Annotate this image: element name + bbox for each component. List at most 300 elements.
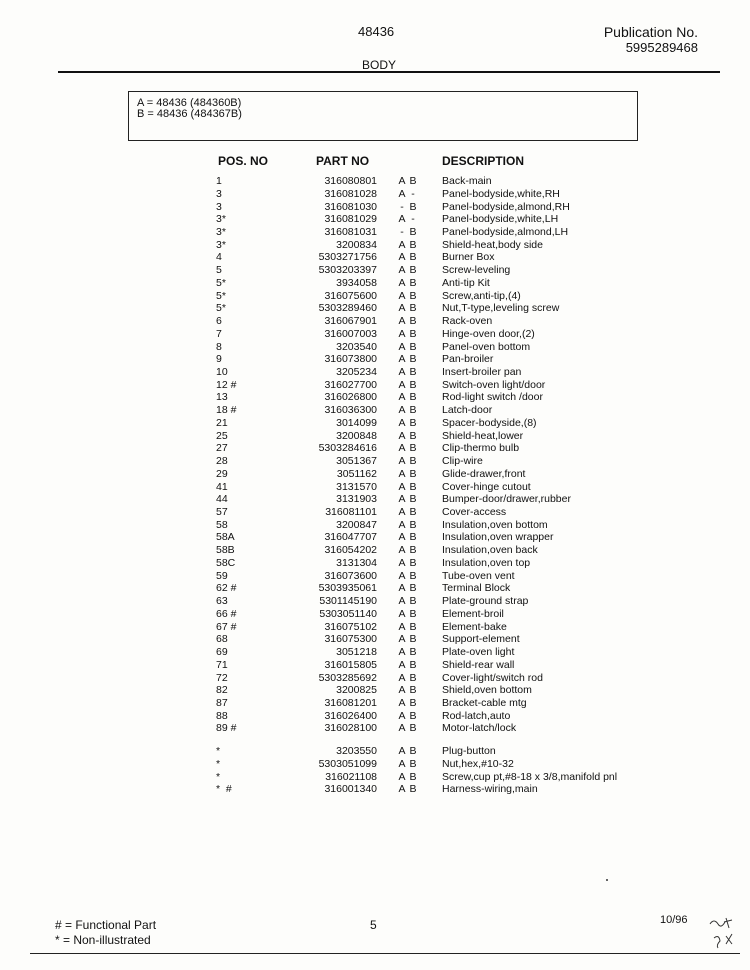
- row-description: Anti-tip Kit: [442, 276, 490, 289]
- row-part-number: 316015805: [324, 658, 377, 671]
- row-variant-b: B: [409, 745, 417, 758]
- row-description: Element-bake: [442, 620, 507, 633]
- row-pos-number: 13: [216, 391, 228, 404]
- row-variant-a: A: [398, 506, 406, 518]
- row-part-number: 3051162: [336, 467, 377, 480]
- row-part-number: 3200847: [336, 518, 377, 531]
- row-part-number: 3203550: [336, 745, 377, 758]
- row-variant-a: A: [398, 302, 406, 315]
- row-variant-b: -: [411, 213, 415, 226]
- row-part-number: 316047707: [324, 531, 377, 544]
- row-variant-a: A: [398, 745, 406, 758]
- row-part-number: 5303935061: [318, 582, 377, 595]
- row-variant-a: A: [398, 276, 406, 289]
- row-variant-b: B: [409, 633, 417, 646]
- functional-part-legend: # = Functional Part: [55, 918, 157, 932]
- row-variant-b: B: [409, 646, 417, 658]
- row-part-number: 3131903: [336, 493, 377, 506]
- row-variant-b: B: [409, 467, 417, 480]
- row-variant-a: A: [398, 696, 406, 709]
- row-variant-b: B: [409, 315, 417, 327]
- column-header-description: DESCRIPTION: [442, 154, 525, 168]
- table-row: [0, 519, 750, 532]
- table-row: [0, 277, 750, 290]
- row-description: Pan-broiler: [442, 353, 494, 366]
- row-variant-a: A: [398, 366, 406, 378]
- table-row: [0, 646, 750, 659]
- row-part-number: 5303271756: [318, 251, 377, 264]
- row-variant-a: A: [398, 518, 406, 531]
- header-rule: [58, 71, 720, 73]
- row-pos-number: 6: [216, 315, 222, 327]
- row-pos-number: 3*: [216, 225, 226, 238]
- row-variant-b: B: [409, 327, 417, 340]
- row-part-number: 316026800: [324, 391, 377, 404]
- page-number: 5: [370, 918, 377, 932]
- row-pos-number: 18 #: [216, 404, 237, 417]
- row-variant-b: B: [409, 556, 417, 569]
- row-part-number: 5303285692: [318, 671, 377, 684]
- row-part-number: 316075300: [324, 633, 377, 646]
- model-number: 48436: [358, 24, 395, 39]
- row-variant-a: A: [398, 175, 406, 187]
- row-variant-b: B: [409, 620, 417, 633]
- row-part-number: 3205234: [336, 366, 377, 378]
- row-description: Clip-wire: [442, 455, 483, 468]
- row-pos-number: 63: [216, 595, 228, 608]
- row-part-number: 316026400: [324, 709, 377, 722]
- row-pos-number: 59: [216, 569, 228, 582]
- row-description: Switch-oven light/door: [442, 378, 546, 391]
- row-part-number: 316081201: [324, 696, 377, 709]
- row-variant-b: B: [409, 302, 417, 315]
- row-variant-a: A: [398, 757, 406, 770]
- row-variant-a: A: [398, 455, 406, 468]
- row-variant-a: -: [400, 200, 404, 213]
- table-row: [0, 468, 750, 481]
- row-part-number: 316081029: [324, 213, 377, 226]
- table-row: [0, 745, 750, 758]
- row-pos-number: 10: [216, 366, 228, 378]
- table-row: [0, 783, 750, 796]
- row-variant-a: -: [400, 225, 404, 238]
- row-variant-b: B: [409, 658, 417, 671]
- row-variant-a: A: [398, 582, 406, 595]
- table-row: [0, 379, 750, 392]
- row-description: Shield-heat,body side: [442, 238, 543, 251]
- table-row: [0, 226, 750, 239]
- row-part-number: 316028100: [324, 722, 377, 735]
- row-pos-number: 3*: [216, 238, 226, 251]
- row-variant-b: B: [409, 783, 417, 796]
- row-pos-number: 27: [216, 442, 228, 455]
- variant-equals: =: [146, 97, 154, 109]
- row-variant-a: A: [398, 442, 406, 455]
- row-variant-b: B: [409, 696, 417, 709]
- row-pos-number: 5*: [216, 289, 226, 302]
- row-pos-number: 28: [216, 455, 228, 468]
- scan-speck: [606, 879, 608, 881]
- table-row: [0, 582, 750, 595]
- row-description: Tube-oven vent: [442, 569, 515, 582]
- row-part-number: 5303289460: [318, 302, 377, 315]
- table-row: [0, 557, 750, 570]
- table-row: [0, 404, 750, 417]
- row-variant-b: -: [411, 187, 415, 200]
- row-description: Clip-thermo bulb: [442, 442, 520, 455]
- row-description: Latch-door: [442, 404, 493, 417]
- column-header-pos: POS. NO: [218, 154, 269, 168]
- row-description: Cover-hinge cutout: [442, 480, 531, 493]
- row-description: Cover-access: [442, 506, 507, 518]
- table-row: [0, 353, 750, 366]
- row-description: Insert-broiler pan: [442, 366, 522, 378]
- row-variant-a: A: [398, 404, 406, 417]
- row-pos-number: 21: [216, 416, 228, 429]
- row-description: Screw,anti-tip,(4): [442, 289, 521, 302]
- row-variant-b: B: [409, 429, 417, 442]
- section-title: BODY: [362, 58, 397, 72]
- row-description: Plate-oven light: [442, 646, 515, 658]
- row-pos-number: 89 #: [216, 722, 237, 735]
- row-variant-b: B: [409, 340, 417, 353]
- table-row: [0, 391, 750, 404]
- variant-legend-box: [128, 91, 638, 141]
- row-pos-number: 3*: [216, 213, 226, 226]
- table-row: [0, 417, 750, 430]
- row-variant-a: A: [398, 416, 406, 429]
- row-variant-a: A: [398, 353, 406, 366]
- row-description: Bracket-cable mtg: [442, 696, 527, 709]
- row-pos-number: *: [216, 745, 221, 758]
- row-part-number: 3131304: [336, 556, 377, 569]
- row-variant-a: A: [398, 722, 406, 735]
- row-part-number: 3051367: [336, 455, 377, 468]
- row-part-number: 316080801: [324, 175, 377, 187]
- row-description: Screw,cup pt,#8-18 x 3/8,manifold pnl: [442, 770, 618, 783]
- table-row: [0, 621, 750, 634]
- row-part-number: 316075102: [324, 620, 377, 633]
- table-row: [0, 506, 750, 519]
- row-variant-a: A: [398, 238, 406, 251]
- table-row: [0, 672, 750, 685]
- table-row: [0, 697, 750, 710]
- row-description: Motor-latch/lock: [442, 722, 517, 735]
- row-part-number: 316073800: [324, 353, 377, 366]
- row-variant-a: A: [398, 467, 406, 480]
- table-row: [0, 175, 750, 188]
- row-variant-b: B: [409, 709, 417, 722]
- row-variant-a: A: [398, 684, 406, 697]
- row-part-number: 316067901: [324, 315, 377, 327]
- row-variant-a: A: [398, 480, 406, 493]
- row-description: Burner Box: [442, 251, 495, 264]
- row-part-number: 3200825: [336, 684, 377, 697]
- row-part-number: 316081030: [324, 200, 377, 213]
- row-description: Panel-bodyside,white,LH: [442, 213, 559, 226]
- row-description: Nut,hex,#10-32: [442, 757, 514, 770]
- table-row: [0, 722, 750, 735]
- row-variant-b: B: [409, 493, 417, 506]
- row-variant-a: A: [398, 264, 406, 277]
- table-row: [0, 455, 750, 468]
- row-variant-b: B: [409, 595, 417, 608]
- table-row: [0, 239, 750, 252]
- row-variant-b: B: [409, 582, 417, 595]
- row-part-number: 5303284616: [318, 442, 377, 455]
- row-pos-number: 5*: [216, 302, 226, 315]
- row-variant-a: A: [398, 646, 406, 658]
- row-description: Harness-wiring,main: [442, 783, 538, 796]
- row-description: Support-element: [442, 633, 520, 646]
- row-pos-number: 3: [216, 187, 222, 200]
- row-pos-number: 41: [216, 480, 228, 493]
- row-pos-number: 25: [216, 429, 228, 442]
- row-variant-b: B: [409, 684, 417, 697]
- row-variant-b: B: [409, 353, 417, 366]
- row-pos-number: 29: [216, 467, 228, 480]
- row-variant-b: B: [409, 480, 417, 493]
- row-description: Rod-latch,auto: [442, 709, 511, 722]
- row-variant-b: B: [409, 770, 417, 783]
- table-row: [0, 710, 750, 723]
- row-pos-number: 58C: [216, 556, 236, 569]
- row-variant-a: A: [398, 251, 406, 264]
- row-variant-b: B: [409, 366, 417, 378]
- row-part-number: 3200848: [336, 429, 377, 442]
- row-variant-b: B: [409, 264, 417, 277]
- row-variant-b: B: [409, 518, 417, 531]
- row-part-number: 5303051099: [318, 757, 377, 770]
- row-description: Panel-oven bottom: [442, 340, 531, 353]
- row-pos-number: 1: [216, 175, 222, 187]
- row-variant-b: B: [409, 442, 417, 455]
- row-variant-a: A: [398, 289, 406, 302]
- table-row: [0, 442, 750, 455]
- table-row: [0, 213, 750, 226]
- table-row: [0, 684, 750, 697]
- row-description: Insulation,oven top: [442, 556, 531, 569]
- table-row: [0, 290, 750, 303]
- variant-code: B: [137, 108, 145, 120]
- row-part-number: 3014099: [336, 416, 377, 429]
- row-description: Hinge-oven door,(2): [442, 327, 535, 340]
- row-pos-number: *: [216, 757, 221, 770]
- table-row: [0, 771, 750, 784]
- table-row: [0, 251, 750, 264]
- row-pos-number: 7: [216, 327, 222, 340]
- row-pos-number: * #: [216, 783, 232, 796]
- row-part-number: 316054202: [324, 544, 377, 557]
- row-variant-a: A: [398, 783, 406, 796]
- row-variant-a: A: [398, 544, 406, 557]
- row-description: Insulation,oven back: [442, 544, 538, 557]
- row-part-number: 316007003: [324, 327, 377, 340]
- table-row: [0, 302, 750, 315]
- row-description: Screw-leveling: [442, 264, 511, 277]
- row-variant-a: A: [398, 658, 406, 671]
- row-pos-number: 82: [216, 684, 228, 697]
- row-part-number: 316021108: [325, 770, 377, 783]
- row-pos-number: 72: [216, 671, 228, 684]
- row-variant-a: A: [398, 340, 406, 353]
- row-part-number: 316081101: [325, 506, 377, 518]
- publication-date: 10/96: [660, 914, 688, 926]
- row-part-number: 5303203397: [318, 264, 377, 277]
- row-description: Plate-ground strap: [442, 595, 529, 608]
- row-variant-b: B: [409, 506, 417, 518]
- row-pos-number: 62 #: [216, 582, 237, 595]
- variant-value: 48436 (484360B): [156, 97, 242, 109]
- row-description: Insulation,oven wrapper: [442, 531, 554, 544]
- row-variant-b: B: [409, 607, 417, 620]
- table-row: [0, 544, 750, 557]
- row-variant-a: A: [398, 391, 406, 404]
- row-pos-number: 71: [216, 658, 228, 671]
- row-description: Shield,oven bottom: [442, 684, 532, 697]
- row-description: Panel-bodyside,almond,RH: [442, 200, 570, 213]
- row-description: Nut,T-type,leveling screw: [442, 302, 560, 315]
- non-illustrated-legend: * = Non-illustrated: [55, 933, 151, 947]
- table-row: [0, 341, 750, 354]
- row-description: Shield-heat,lower: [442, 429, 524, 442]
- row-variant-a: A: [398, 709, 406, 722]
- table-row: [0, 430, 750, 443]
- row-description: Cover-light/switch rod: [442, 671, 543, 684]
- row-part-number: 316081031: [324, 225, 377, 238]
- row-description: Panel-bodyside,almond,LH: [442, 225, 569, 238]
- table-row: [0, 366, 750, 379]
- row-pos-number: 69: [216, 646, 228, 658]
- table-row: [0, 608, 750, 621]
- row-part-number: 5303051140: [319, 607, 377, 620]
- row-variant-b: B: [409, 757, 417, 770]
- row-pos-number: 66 #: [216, 607, 237, 620]
- row-variant-b: B: [409, 569, 417, 582]
- row-description: Terminal Block: [442, 582, 511, 595]
- row-variant-b: B: [409, 200, 417, 213]
- variant-code: A: [137, 97, 144, 109]
- row-variant-b: B: [409, 175, 417, 187]
- row-description: Bumper-door/drawer,rubber: [442, 493, 571, 506]
- variant-equals: =: [147, 108, 154, 120]
- table-row: [0, 481, 750, 494]
- table-row: [0, 264, 750, 277]
- row-part-number: 316036300: [324, 404, 377, 417]
- row-part-number: 316081028: [324, 187, 377, 200]
- row-variant-a: A: [398, 493, 406, 506]
- row-variant-a: A: [398, 531, 406, 544]
- variant-row: [137, 109, 637, 120]
- row-pos-number: 58: [216, 518, 228, 531]
- row-variant-a: A: [398, 607, 406, 620]
- row-variant-a: A: [398, 770, 406, 783]
- row-variant-b: B: [409, 225, 417, 238]
- row-part-number: 3203540: [336, 340, 377, 353]
- row-part-number: 316001340: [324, 783, 377, 796]
- row-description: Plug-button: [442, 745, 496, 758]
- row-variant-b: B: [409, 531, 417, 544]
- row-description: Back-main: [442, 175, 492, 187]
- row-variant-a: A: [398, 327, 406, 340]
- row-pos-number: 57: [216, 506, 228, 518]
- row-description: Glide-drawer,front: [442, 467, 526, 480]
- table-row: [0, 570, 750, 583]
- row-variant-b: B: [409, 404, 417, 417]
- row-variant-a: A: [398, 187, 406, 200]
- row-variant-b: B: [409, 251, 417, 264]
- row-variant-a: A: [398, 633, 406, 646]
- row-pos-number: 67 #: [216, 620, 237, 633]
- row-variant-a: A: [398, 569, 406, 582]
- table-row: [0, 595, 750, 608]
- row-pos-number: *: [216, 770, 221, 783]
- row-pos-number: 58A: [216, 531, 235, 544]
- column-header-part: PART NO: [316, 154, 370, 168]
- table-row: [0, 328, 750, 341]
- row-variant-a: A: [398, 620, 406, 633]
- table-row: [0, 493, 750, 506]
- row-pos-number: 44: [216, 493, 228, 506]
- row-pos-number: 87: [216, 696, 228, 709]
- row-variant-b: B: [409, 544, 417, 557]
- row-part-number: 3051218: [336, 646, 377, 658]
- row-variant-a: A: [398, 378, 406, 391]
- table-row: [0, 531, 750, 544]
- table-row: [0, 659, 750, 672]
- row-variant-b: B: [409, 671, 417, 684]
- row-variant-b: B: [409, 722, 417, 735]
- footer-rule: [30, 953, 740, 954]
- handwritten-initials-icon: [704, 914, 740, 950]
- row-variant-a: A: [398, 315, 406, 327]
- variant-value: 48436 (484367B): [156, 108, 242, 120]
- row-part-number: 5301145190: [319, 595, 377, 608]
- row-part-number: 316073600: [324, 569, 377, 582]
- row-part-number: 316027700: [324, 378, 377, 391]
- row-pos-number: 88: [216, 709, 228, 722]
- row-variant-b: B: [409, 238, 417, 251]
- row-variant-b: B: [409, 378, 417, 391]
- row-pos-number: 68: [216, 633, 228, 646]
- row-variant-a: A: [398, 671, 406, 684]
- row-pos-number: 8: [216, 340, 222, 353]
- row-pos-number: 5*: [216, 276, 226, 289]
- row-pos-number: 5: [216, 264, 222, 277]
- row-part-number: 3131570: [336, 480, 377, 493]
- table-row: [0, 758, 750, 771]
- row-pos-number: 3: [216, 200, 222, 213]
- row-pos-number: 4: [216, 251, 222, 264]
- row-variant-a: A: [398, 429, 406, 442]
- row-part-number: 3934058: [336, 276, 377, 289]
- publication-label: Publication No.: [603, 24, 698, 40]
- row-description: Element-broil: [442, 607, 504, 620]
- row-variant-b: B: [409, 289, 417, 302]
- row-part-number: 316075600: [324, 289, 377, 302]
- row-pos-number: 58B: [216, 544, 235, 557]
- row-pos-number: 12 #: [216, 378, 237, 391]
- row-description: Panel-bodyside,white,RH: [442, 187, 560, 200]
- publication-number: 5995289468: [625, 40, 698, 55]
- row-part-number: 3200834: [336, 238, 377, 251]
- table-row: [0, 633, 750, 646]
- table-row: [0, 201, 750, 214]
- row-variant-b: B: [409, 455, 417, 468]
- row-variant-b: B: [409, 276, 417, 289]
- row-description: Spacer-bodyside,(8): [442, 416, 537, 429]
- row-description: Shield-rear wall: [442, 658, 515, 671]
